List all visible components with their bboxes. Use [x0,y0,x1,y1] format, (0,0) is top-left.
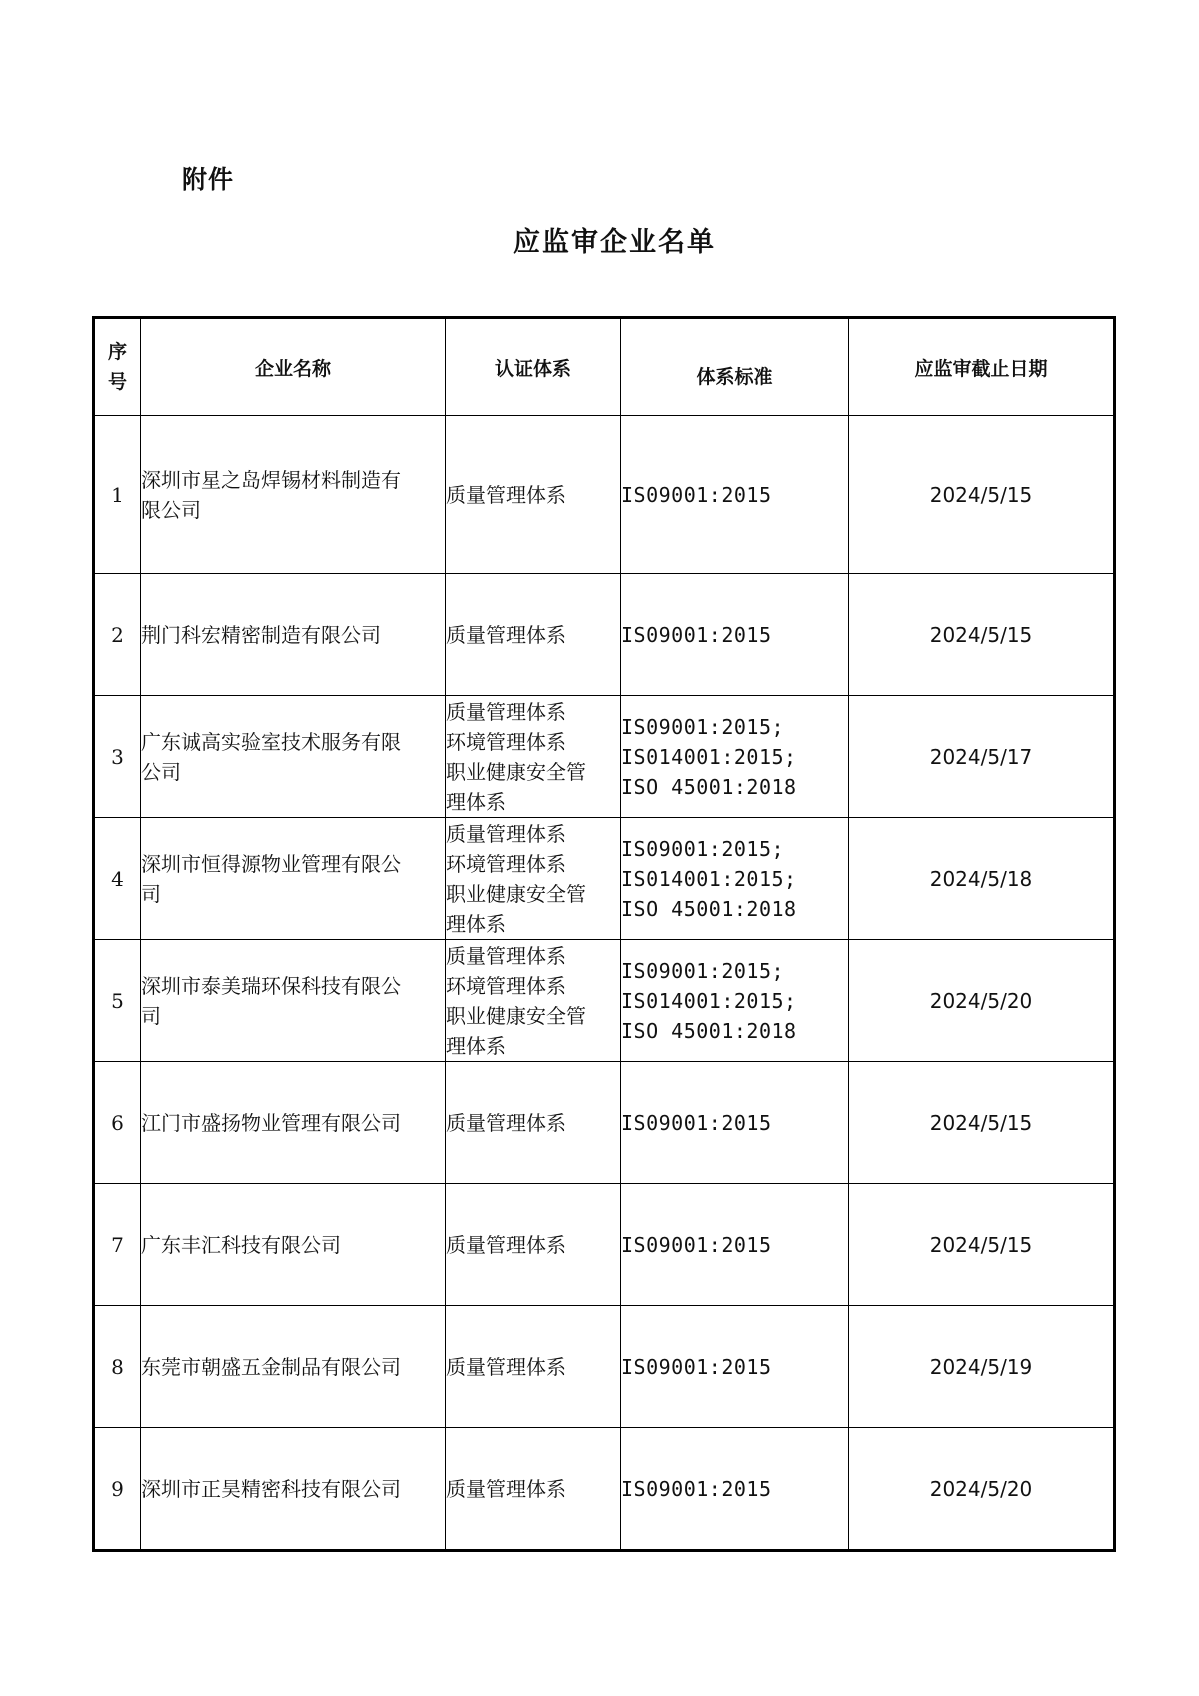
company-name [141,1062,446,1184]
system-standard-line: IS09001:2015; [621,836,785,861]
row-number: 9 [94,1428,141,1551]
deadline-date: 2024/5/20 [849,1428,1115,1551]
cert-system [446,1184,621,1306]
deadline-date: 2024/5/18 [849,818,1115,940]
header-standard: 体系标准 [621,318,849,416]
company-name-line: 公司 [141,759,181,784]
cert-system-line: 质量管理体系 [446,1232,566,1257]
cert-system-line: 质量管理体系 [446,821,566,846]
system-standard-line: IS09001:2015 [621,1354,772,1379]
company-name-line: 广东诚高实验室技术服务有限 [141,729,401,754]
document-title: 应监审企业名单 [513,227,716,258]
cert-system-line: 职业健康安全管 [446,759,586,784]
company-name-line: 司 [141,881,161,906]
system-standard-line: ISO 45001:2018 [621,1018,797,1043]
company-name [141,574,446,696]
table-row [94,818,1115,940]
system-standard [621,574,849,696]
table-row [94,940,1115,1062]
cert-system-line: 环境管理体系 [446,973,566,998]
cert-system-line: 理体系 [446,911,506,936]
header-seq-line: 序 [107,341,127,363]
row-number: 7 [94,1184,141,1306]
deadline-date: 2024/5/19 [849,1306,1115,1428]
deadline-date: 2024/5/20 [849,940,1115,1062]
deadline-date: 2024/5/15 [849,574,1115,696]
company-name-line: 司 [141,1003,161,1028]
system-standard [621,818,849,940]
deadline-date: 2024/5/15 [849,416,1115,574]
cert-system [446,574,621,696]
table-row [94,1306,1115,1428]
table-row [94,574,1115,696]
attachment-label: 附件 [182,165,235,194]
cert-system-line: 职业健康安全管 [446,1003,586,1028]
system-standard [621,416,849,574]
header-company: 企业名称 [141,318,446,416]
system-standard-line: IS014001:2015; [621,988,797,1013]
deadline-date: 2024/5/17 [849,696,1115,818]
company-name-line: 广东丰汇科技有限公司 [141,1232,341,1257]
system-standard-line: IS09001:2015 [621,622,772,647]
company-name-line: 深圳市泰美瑞环保科技有限公 [141,973,401,998]
table-row [94,1184,1115,1306]
company-name-line: 深圳市星之岛焊锡材料制造有 [141,467,401,492]
system-standard-line: IS014001:2015; [621,866,797,891]
cert-system-line: 质量管理体系 [446,1354,566,1379]
cert-system [446,940,621,1062]
system-standard [621,696,849,818]
cert-system-line: 职业健康安全管 [446,881,586,906]
company-name-line: 限公司 [141,497,201,522]
company-name-line: 荆门科宏精密制造有限公司 [141,622,381,647]
row-number: 3 [94,696,141,818]
cert-system-line: 质量管理体系 [446,482,566,507]
deadline-date: 2024/5/15 [849,1062,1115,1184]
company-name-line: 东莞市朝盛五金制品有限公司 [141,1354,401,1379]
company-name-line: 深圳市正昊精密科技有限公司 [141,1476,401,1501]
table-row [94,696,1115,818]
company-name-line: 江门市盛扬物业管理有限公司 [141,1110,401,1135]
header-deadline: 应监审截止日期 [849,318,1115,416]
header-seq-line: 号 [107,371,127,393]
system-standard-line: IS09001:2015 [621,1232,772,1257]
cert-system-line: 理体系 [446,1033,506,1058]
row-number: 6 [94,1062,141,1184]
row-number: 5 [94,940,141,1062]
table-row [94,1062,1115,1184]
cert-system [446,416,621,574]
cert-system-line: 质量管理体系 [446,699,566,724]
row-number: 1 [94,416,141,574]
system-standard [621,1306,849,1428]
system-standard [621,940,849,1062]
table-body [94,416,1115,1551]
system-standard-line: ISO 45001:2018 [621,774,797,799]
company-name [141,1428,446,1551]
row-number: 2 [94,574,141,696]
cert-system-line: 环境管理体系 [446,851,566,876]
company-name [141,818,446,940]
cert-system-line: 质量管理体系 [446,622,566,647]
company-name [141,416,446,574]
cert-system [446,696,621,818]
cert-system-line: 理体系 [446,789,506,814]
system-standard-line: IS09001:2015 [621,1476,772,1501]
row-number: 8 [94,1306,141,1428]
cert-system [446,1428,621,1551]
system-standard-line: IS09001:2015 [621,482,772,507]
company-table [92,316,1116,1552]
system-standard-line: IS09001:2015; [621,958,785,983]
cert-system-line: 质量管理体系 [446,1476,566,1501]
company-name [141,940,446,1062]
table-row [94,416,1115,574]
system-standard-line: IS09001:2015 [621,1110,772,1135]
company-name [141,696,446,818]
deadline-date: 2024/5/15 [849,1184,1115,1306]
company-name [141,1184,446,1306]
header-seq [94,318,141,416]
system-standard [621,1184,849,1306]
table-header-row [94,318,1115,416]
company-name-line: 深圳市恒得源物业管理有限公 [141,851,401,876]
cert-system [446,1062,621,1184]
system-standard-line: ISO 45001:2018 [621,896,797,921]
company-name [141,1306,446,1428]
system-standard [621,1428,849,1551]
cert-system-line: 质量管理体系 [446,1110,566,1135]
cert-system-line: 环境管理体系 [446,729,566,754]
cert-system-line: 质量管理体系 [446,943,566,968]
row-number: 4 [94,818,141,940]
system-standard-line: IS09001:2015; [621,714,785,739]
cert-system [446,818,621,940]
table-row [94,1428,1115,1551]
header-cert: 认证体系 [446,318,621,416]
system-standard-line: IS014001:2015; [621,744,797,769]
cert-system [446,1306,621,1428]
system-standard [621,1062,849,1184]
